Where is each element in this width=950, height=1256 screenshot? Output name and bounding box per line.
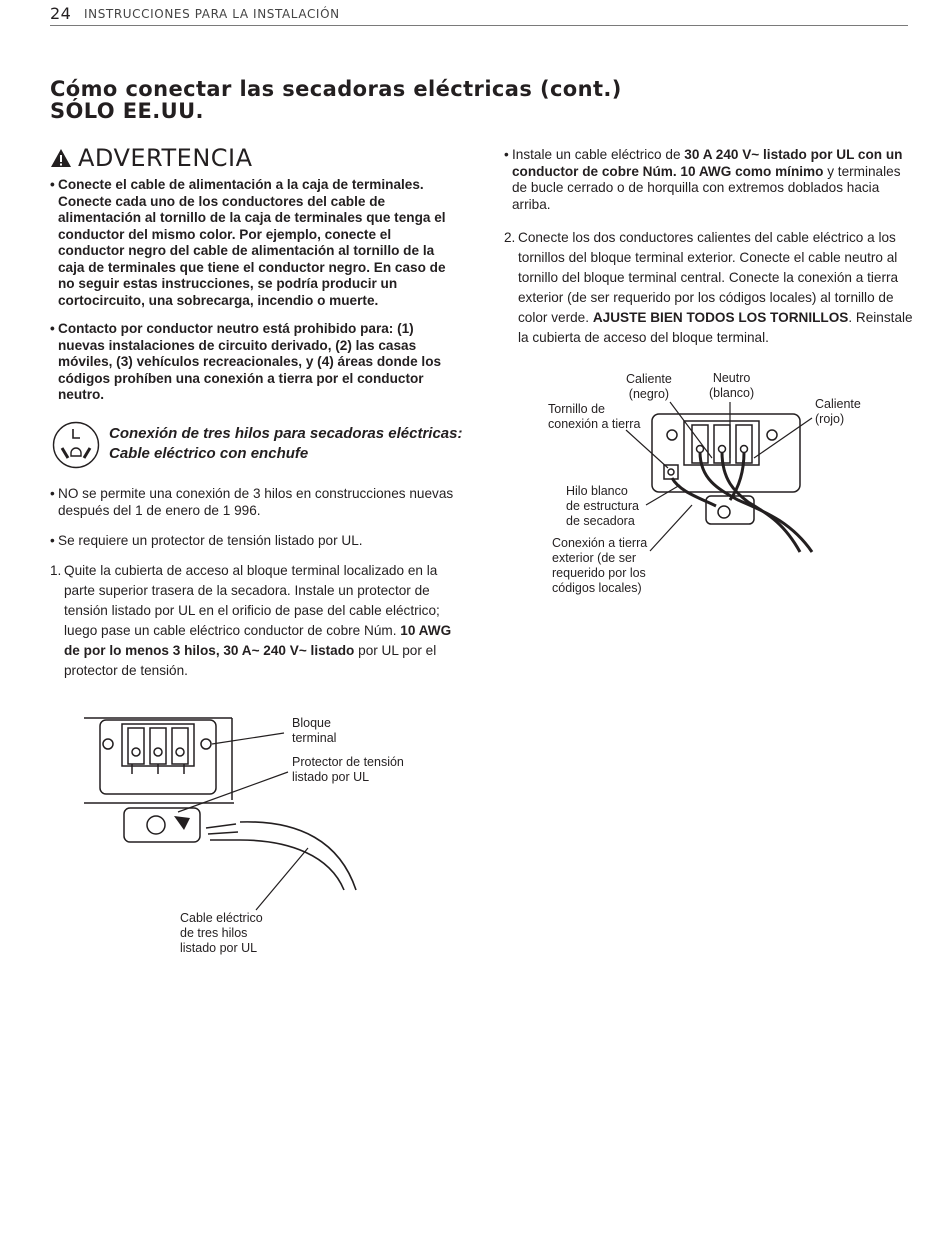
warning-heading-text: ADVERTENCIA <box>78 144 253 172</box>
three-wire-bullet-text: Se requiere un protector de tensión listado por UL. <box>58 533 363 548</box>
label-protector-tension: Protector de tensión listado por UL <box>292 755 404 784</box>
header-title: INSTRUCCIONES PARA LA INSTALACIÓN <box>84 7 340 21</box>
warning-item: • Contacto por conductor neutro está prohibido para: (1) nuevas instalaciones de circuito derivado, (2) las casas móviles, (3) vehículos recreacionales, y (4) áreas donde los códigos prohíben una conexión a tierra por el conductor neutro. <box>50 321 442 402</box>
list-item: • Instale un cable eléctrico de 30 A 240 V~ listado por UL con un conductor de cobre Núm. 10 AWG como mínimo y terminales de bucle cerrado o de horquilla con extremos doblados hacia arriba. <box>504 147 903 212</box>
warning-item-text: Conecte el cable de alimentación a la caja de terminales. Conecte cada uno de los conductores del cable de alimentación al tornillo de la caja de terminales que tenga el conductor del mismo color. Por ejemplo, conecte el conductor negro del cable de alimentación al tornillo de la caja de terminales que tiene el conductor negro. En caso de no seguir estas instrucciones, se podría producir un cortocircuito, una sobrecarga, incendio o muerte. <box>58 177 446 308</box>
step-1: 1. Quite la cubierta de acceso al bloque terminal localizado en la parte superior trasera de la secadora. Instale un protector de tensión listado por UL en el orificio de pase del cable eléctrico; luego pase un cable eléctrico conductor de cobre Núm. 10 AWG de por lo menos 3 hilos, 30 A~ 240 V~ listado por UL por el protector de tensión. <box>50 563 452 678</box>
three-wire-heading-line1: Conexión de tres hilos para secadoras eléctricas: <box>109 425 463 442</box>
section-title-line1: Cómo conectar las secadoras eléctricas (cont.) <box>50 77 622 101</box>
three-wire-heading-line2: Cable eléctrico con enchufe <box>109 445 309 462</box>
section-title-line2: SÓLO EE.UU. <box>50 99 204 123</box>
label-neutro-blanco: Neutro (blanco) <box>709 371 755 400</box>
page-number: 24 <box>50 4 72 23</box>
list-item: • Se requiere un protector de tensión listado por UL. <box>50 533 363 548</box>
label-cable-electrico: Cable eléctrico de tres hilos listado por UL <box>180 911 263 955</box>
step-2: 2. Conecte los dos conductores calientes del cable eléctrico a los tornillos del bloque terminal exterior. Conecte el cable neutro al tornillo del bloque terminal central. Conecte la conexión a tierra exterior (de ser requerido por los códigos locales) al tornillo de color verde. AJUSTE BIEN TODOS LOS TORNILLOS. Reinstale la cubierta de acceso del bloque terminal. <box>504 230 913 345</box>
label-bloque-terminal: Bloque terminal <box>292 716 337 745</box>
step-number: 1. <box>50 563 62 578</box>
step-number: 2. <box>504 230 516 245</box>
warning-item-text: Contacto por conductor neutro está prohibido para: (1) nuevas instalaciones de circuito derivado, (2) las casas móviles, (3) vehículos recreacionales, y (4) áreas donde los códigos prohíben una conexión a tierra por el conductor neutro. <box>58 321 442 402</box>
label-tornillo-tierra: Tornillo de conexión a tierra <box>548 402 641 431</box>
warning-item: • Conecte el cable de alimentación a la caja de terminales. Conecte cada uno de los conductores del cable de alimentación al tornillo de la caja de terminales que tenga el conductor del mismo color. Por ejemplo, conecte el conductor negro del cable de alimentación al tornillo de la caja de terminales que tiene el conductor negro. En caso de no seguir estas instrucciones, se podría producir un cortocircuito, una sobrecarga, incendio o muerte. <box>50 177 446 308</box>
label-hilo-blanco: Hilo blanco de estructura de secadora <box>566 484 639 528</box>
label-caliente-rojo: Caliente (rojo) <box>815 397 861 426</box>
list-item: • NO se permite una conexión de 3 hilos en construcciones nuevas después del 1 de enero de 1 996. <box>50 486 454 518</box>
three-wire-bullet-text: NO se permite una conexión de 3 hilos en construcciones nuevas después del 1 de enero de 1 996. <box>58 486 454 518</box>
label-caliente-negro: Caliente (negro) <box>626 372 672 401</box>
label-conexion-tierra: Conexión a tierra exterior (de ser requerido por los códigos locales) <box>552 536 648 595</box>
